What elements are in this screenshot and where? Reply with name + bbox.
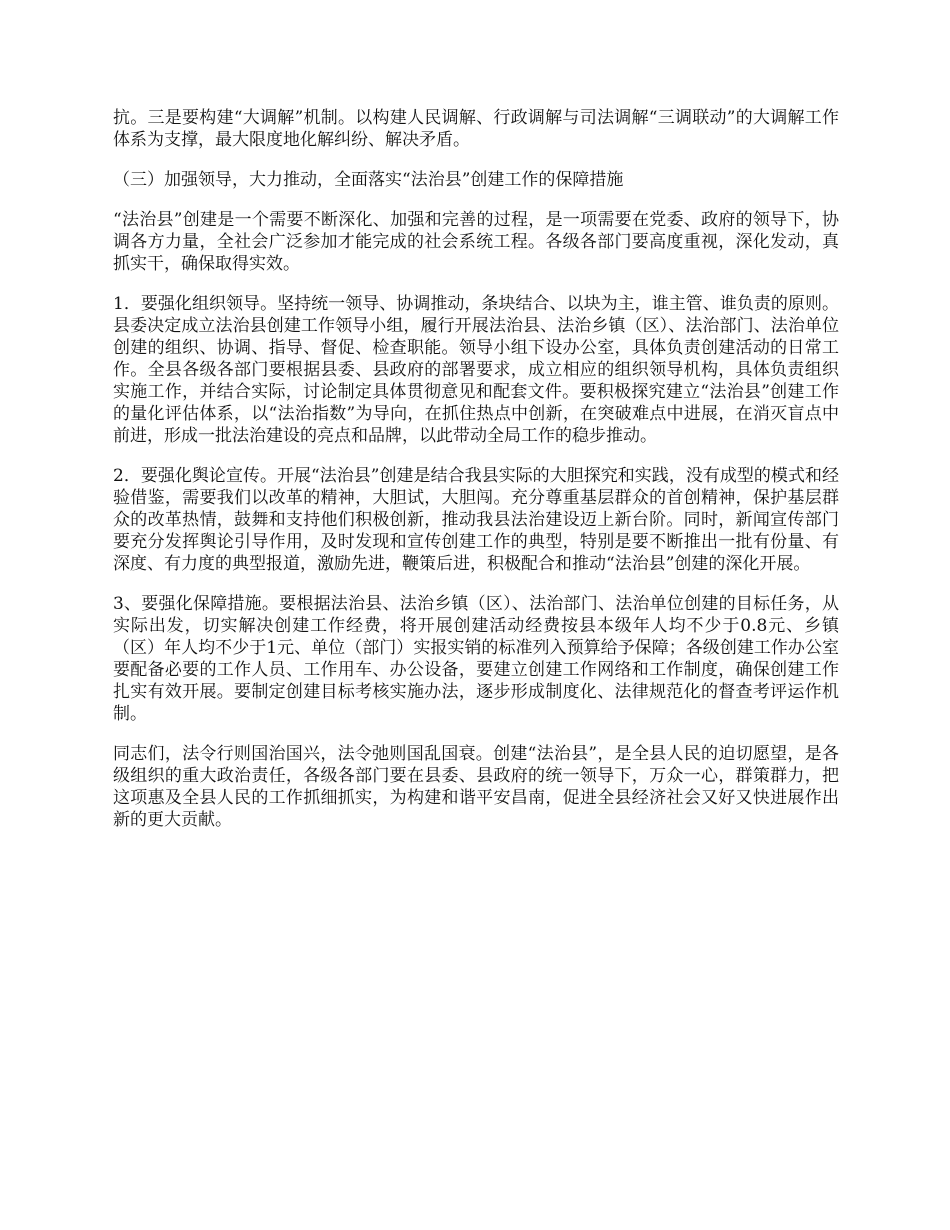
paragraph-item-2: 2．要强化舆论宣传。开展“法治县”创建是结合我县实际的大胆探究和实践，没有成型的模式和经验借鉴，需要我们以改革的精神，大胆试，大胆闯。充分尊重基层群众的首创精神，保护基层群众的改革热情，鼓舞和支持他们积极创新，推动我县法治建设迈上新台阶。同时，新闻宣传部门要充分发挥舆论引导作用，及时发现和宣传创建工作的典型，特别是要不断推出一批有份量、有深度、有力度的典型报道，激励先进，鞭策后进，积极配合和推动“法治县”创建的深化开展。 bbox=[113, 466, 839, 574]
paragraph-continuation: 抗。三是要构建“大调解”机制。以构建人民调解、行政调解与司法调解“三调联动”的大调解工作体系为支撑，最大限度地化解纠纷、解决矛盾。 bbox=[113, 108, 839, 150]
paragraph-intro: “法治县”创建是一个需要不断深化、加强和完善的过程，是一项需要在党委、政府的领导下，协调各方力量，全社会广泛参加才能完成的社会系统工程。各级各部门要高度重视，深化发动，真抓实干，确保取得实效。 bbox=[113, 210, 839, 274]
paragraph-item-3: 3、要强化保障措施。要根据法治县、法治乡镇（区）、法治部门、法治单位创建的目标任务，从实际出发，切实解决创建工作经费，将开展创建活动经费按县本级年人均不少于0.8元、乡镇（区）年人均不少于1元、单位（部门）实报实销的标准列入预算给予保障；各级创建工作办公室要配备必要的工作人员、工作用车、办公设备，要建立创建工作网络和工作制度，确保创建工作扎实有效开展。要制定创建目标考核实施办法，逐步形成制度化、法律规范化的督查考评运作机制。 bbox=[113, 594, 839, 724]
paragraph-closing: 同志们，法令行则国治国兴，法令弛则国乱国衰。创建“法治县”，是全县人民的迫切愿望，是各级组织的重大政治责任，各级各部门要在县委、县政府的统一领导下，万众一心，群策群力，把这项惠及全县人民的工作抓细抓实，为构建和谐平安昌南，促进全县经济社会又好又快进展作出新的更大贡献。 bbox=[113, 744, 839, 830]
paragraph-item-1: 1．要强化组织领导。坚持统一领导、协调推动，条块结合、以块为主，谁主管、谁负责的原则。县委决定成立法治县创建工作领导小组，履行开展法治县、法治乡镇（区）、法治部门、法治单位创建的组织、协调、指导、督促、检查职能。领导小组下设办公室，具体负责创建活动的日常工作。全县各级各部门要根据县委、县政府的部署要求，成立相应的组织领导机构，具体负责组织实施工作，并结合实际，讨论制定具体贯彻意见和配套文件。要积极探究建立“法治县”创建工作的量化评估体系，以“法治指数”为导向，在抓住热点中创新，在突破难点中进展，在消灭盲点中前进，形成一批法治建设的亮点和品牌，以此带动全局工作的稳步推动。 bbox=[113, 294, 839, 446]
document-body bbox=[113, 107, 839, 849]
section-heading: （三）加强领导，大力推动，全面落实“法治县”创建工作的保障措施 bbox=[113, 170, 624, 190]
